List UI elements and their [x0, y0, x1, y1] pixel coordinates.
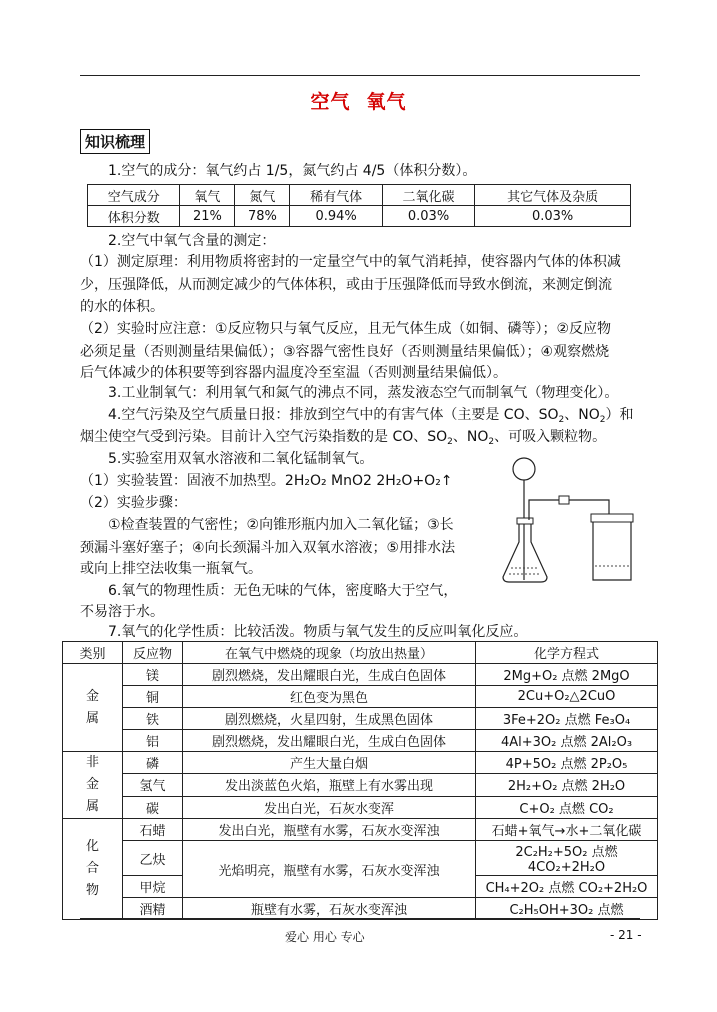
paragraph-air-composition: 1.空气的成分：氧气约占 1/5，氮气约占 4/5（体积分数）。: [108, 163, 477, 179]
table-cell: 体积分数: [88, 206, 180, 227]
paragraph-principle-1: （1）测定原理：利用物质将密封的一定量空气中的氧气消耗掉，使容器内气体的体积减: [80, 254, 621, 270]
apparatus-diagram: [497, 456, 643, 588]
table-cell: 发出白光，石灰水变浑: [183, 796, 476, 818]
table-header: 类别: [63, 642, 123, 664]
table-header: 反应物: [123, 642, 183, 664]
table-row: [88, 185, 631, 206]
table-cell: 石蜡: [123, 819, 183, 841]
category-cell: 非 金 属: [63, 752, 123, 819]
table-cell: 镁: [123, 664, 183, 686]
category-cell: 化 合 物: [63, 819, 123, 920]
table-row: [63, 841, 658, 876]
top-rule: [80, 75, 640, 76]
paragraph-notes-2: 必须足量（否则测量结果偏低）；③容器气密性良好（否则测量结果偏低）；④观察燃烧: [80, 344, 610, 360]
table-row: [63, 686, 658, 708]
table-cell: 78%: [235, 206, 290, 227]
paragraph-oxygen-measure: 2.空气中氧气含量的测定：: [108, 233, 276, 249]
bottom-rule: [80, 918, 640, 919]
table-cell: 发出淡蓝色火焰，瓶壁上有水雾出现: [183, 774, 476, 796]
table-row: [63, 730, 658, 752]
table-cell: 发出白光，瓶壁有水雾，石灰水变浑浊: [183, 819, 476, 841]
paragraph-principle-2: 少，压强降低，从而测定减少的气体体积，或由于压强降低而导致水倒流，来测定倒流: [80, 277, 612, 293]
paragraph-physical-1: 6.氧气的物理性质：无色无味的气体，密度略大于空气，: [108, 583, 458, 599]
table-cell: 0.94%: [290, 206, 382, 227]
category-cell: 金 属: [63, 664, 123, 752]
paragraph-steps-3: 或向上排空法收集一瓶氧气。: [80, 561, 262, 577]
table-cell: 石蜡+氧气→水+二氧化碳: [476, 819, 658, 841]
table-cell: 剧烈燃烧，发出耀眼白光，生成白色固体: [183, 664, 476, 686]
table-cell: 铝: [123, 730, 183, 752]
table-cell: 氢气: [123, 774, 183, 796]
table-cell: 产生大量白烟: [183, 752, 476, 774]
table-cell: 4Al+3O₂ 点燃 2Al₂O₃: [476, 730, 658, 752]
table-cell: C₂H₅OH+3O₂ 点燃: [476, 898, 658, 920]
table-header: 在氧气中燃烧的现象（均放出热量）: [183, 642, 476, 664]
table-cell: C+O₂ 点燃 CO₂: [476, 796, 658, 818]
table-cell: 光焰明亮，瓶壁有水雾，石灰水变浑浊: [183, 841, 476, 898]
air-composition-table: [87, 184, 631, 227]
table-cell: 酒精: [123, 898, 183, 920]
table-row: [63, 642, 658, 664]
paragraph-steps-1: ①检查装置的气密性；②向锥形瓶内加入二氧化锰；③长: [108, 517, 454, 533]
table-row: [63, 898, 658, 920]
table-cell: 红色变为黑色: [183, 686, 476, 708]
paragraph-steps-heading: （2）实验步骤：: [80, 495, 187, 511]
table-cell: 铁: [123, 708, 183, 730]
section-heading: 知识梳理: [80, 129, 150, 154]
table-cell: 3Fe+2O₂ 点燃 Fe₃O₄: [476, 708, 658, 730]
oxygen-reactions-table: [62, 641, 658, 920]
table-row: [63, 752, 658, 774]
table-cell: 0.03%: [382, 206, 474, 227]
table-cell: 乙炔: [123, 841, 183, 876]
table-cell: 2H₂+O₂ 点燃 2H₂O: [476, 774, 658, 796]
paragraph-notes-3: 后气体减少的体积要等到容器内温度冷至室温（否则测量结果偏低）。: [80, 365, 507, 381]
table-cell: 氧气: [180, 185, 235, 206]
equation: 2H₂O₂ MnO2 2H₂O+O₂↑: [284, 473, 453, 489]
table-cell: 2Cu+O₂△2CuO: [476, 686, 658, 708]
table-row: [63, 819, 658, 841]
table-row: [63, 708, 658, 730]
table-cell: 稀有气体: [290, 185, 382, 206]
paragraph-industrial: 3.工业制氧气：利用氧气和氮气的沸点不同，蒸发液态空气而制氧气（物理变化）。: [108, 385, 619, 401]
table-cell: 2Mg+O₂ 点燃 2MgO: [476, 664, 658, 686]
page-number: - 21 -: [610, 928, 642, 942]
table-row: [63, 796, 658, 818]
table-cell: 2C₂H₂+5O₂ 点燃 4CO₂+2H₂O: [476, 841, 658, 876]
paragraph-physical-2: 不易溶于水。: [80, 604, 164, 620]
table-cell: 4P+5O₂ 点燃 2P₂O₅: [476, 752, 658, 774]
table-cell: CH₄+2O₂ 点燃 CO₂+2H₂O: [476, 876, 658, 898]
paragraph-lab-prep: 5.实验室用双氧水溶液和二氧化锰制氧气。: [108, 451, 374, 467]
table-cell: 21%: [180, 206, 235, 227]
footer-motto: 爱心 用心 专心: [285, 930, 365, 944]
table-cell: 铜: [123, 686, 183, 708]
table-cell: 磷: [123, 752, 183, 774]
table-header: 化学方程式: [476, 642, 658, 664]
table-cell: 0.03%: [475, 206, 631, 227]
paragraph-notes-1: （2）实验时应注意：①反应物只与氧气反应，且无气体生成（如铜、磷等）；②反应物: [80, 321, 612, 337]
table-cell: 空气成分: [88, 185, 180, 206]
table-row: [88, 206, 631, 227]
table-cell: 氮气: [235, 185, 290, 206]
table-row: [63, 774, 658, 796]
table-cell: 甲烷: [123, 876, 183, 898]
paragraph-chemical: 7.氧气的化学性质：比较活泼。物质与氧气发生的反应叫氧化反应。: [108, 624, 528, 640]
paragraph-pollution-2: 烟尘使空气受到污染。目前计入空气污染指数的是 CO、$SO_2$、$NO_2$、可吸入颗粒物。: [80, 429, 607, 447]
table-cell: 剧烈燃烧，发出耀眼白光，生成白色固体: [183, 730, 476, 752]
paragraph-pollution-1: 4.空气污染及空气质量日报：排放到空气中的有害气体（主要是 CO、$SO_2$、$NO_2$）和: [108, 407, 634, 425]
table-cell: 瓶壁有水雾，石灰水变浑浊: [183, 898, 476, 920]
table-cell: 剧烈燃烧，火星四射，生成黑色固体: [183, 708, 476, 730]
table-cell: 二氧化碳: [382, 185, 474, 206]
page-title: 空气 氧气: [310, 91, 407, 113]
paragraph-steps-2: 颈漏斗塞好塞子；④向长颈漏斗加入双氧水溶液；⑤用排水法: [80, 540, 456, 556]
paragraph-principle-3: 的水的体积。: [80, 299, 164, 315]
table-cell: 碳: [123, 796, 183, 818]
table-cell: 其它气体及杂质: [475, 185, 631, 206]
table-row: [63, 664, 658, 686]
paragraph-apparatus: （1）实验装置：固液不加热型。2H₂O₂ MnO2 2H₂O+O₂↑: [80, 473, 453, 489]
